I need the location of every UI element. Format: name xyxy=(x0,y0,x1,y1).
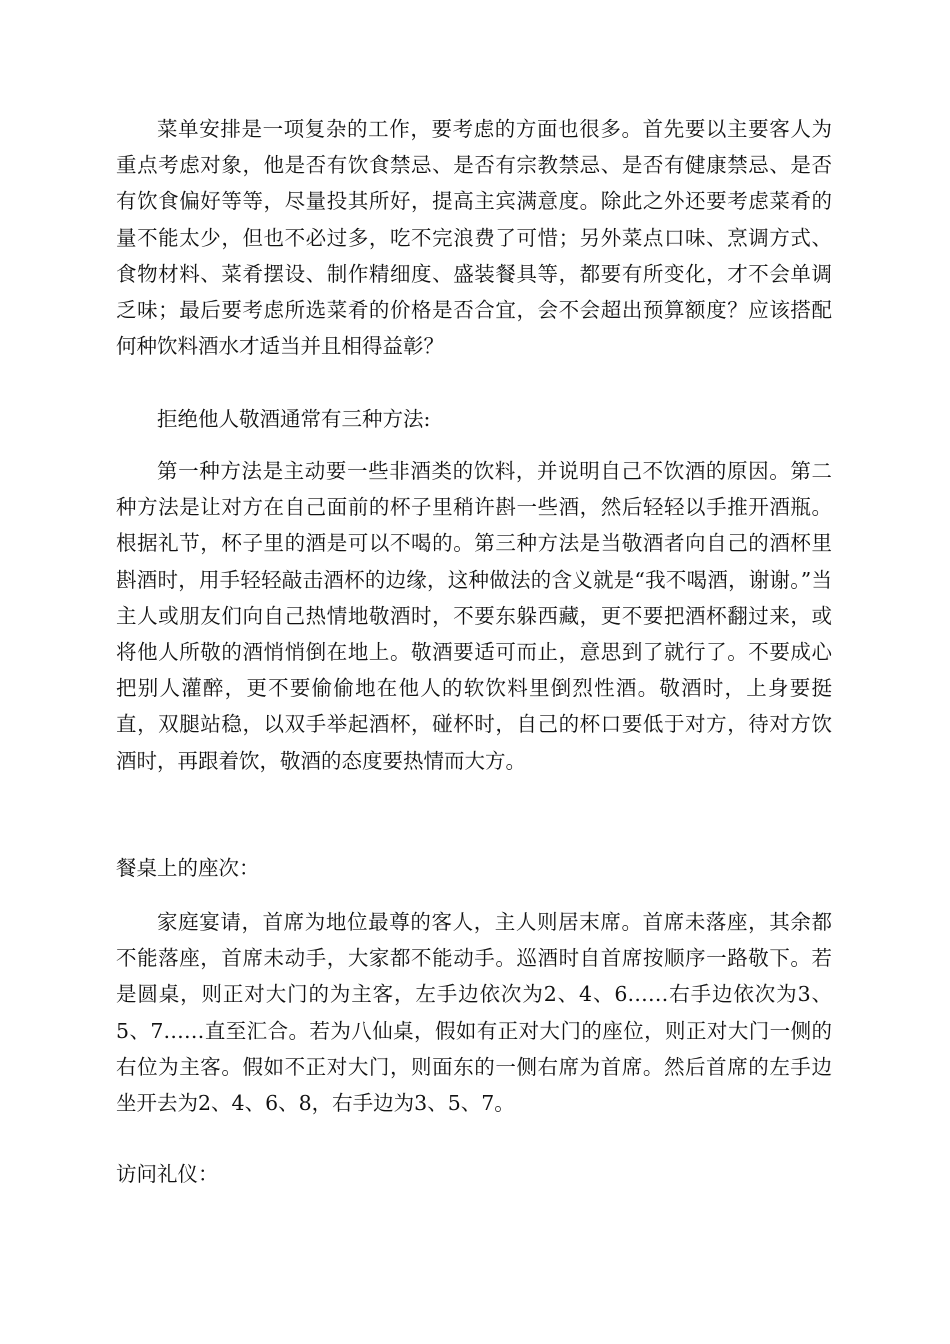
paragraph-refuse-toast-intro: 拒绝他人敬酒通常有三种方法: xyxy=(157,407,431,431)
heading-seating-order: 餐桌上的座次： xyxy=(116,856,260,880)
heading-visiting-etiquette: 访问礼仪： xyxy=(116,1162,219,1186)
paragraph-refuse-toast-methods: 第一种方法是主动要一些非酒类的饮料，并说明自己不饮酒的原因。第二种方法是让对方在自己面前的杯子里稍许斟一些酒，然后轻轻以手推开酒瓶。根据礼节，杯子里的酒是可以不喝的。第三种方法是当敬酒者向自己的酒杯里斟酒时，用手轻轻敲击酒杯的边缘，这种做法的含义就是“我不喝酒，谢谢。”当主人或朋友们向自己热情地敬酒时，不要东躲西藏，更不要把酒杯翻过来，或将他人所敬的酒悄悄倒在地上。敬酒要适可而止，意思到了就行了。不要成心把别人灌醉，更不要偷偷地在他人的软饮料里倒烈性酒。敬酒时，上身要挺直，双腿站稳，以双手举起酒杯，碰杯时，自己的杯口要低于对方，待对方饮酒时，再跟着饮，敬酒的态度要热情而大方。 xyxy=(116,459,832,773)
paragraph-menu-arrangement: 菜单安排是一项复杂的工作，要考虑的方面也很多。首先要以主要客人为重点考虑对象，他是否有饮食禁忌、是否有宗教禁忌、是否有健康禁忌、是否有饮食偏好等等，尽量投其所好，提高主宾满意度。除此之外还要考虑菜肴的量不能太少，但也不必过多，吃不完浪费了可惜；另外菜点口味、烹调方式、食物材料、菜肴摆设、制作精细度、盛装餐具等，都要有所变化，才不会单调乏味；最后要考虑所选菜肴的价格是否合宜，会不会超出预算额度？应该搭配何种饮料酒水才适当并且相得益彰？ xyxy=(116,117,832,359)
paragraph-seating-order: 家庭宴请，首席为地位最尊的客人，主人则居末席。首席未落座，其余都不能落座，首席未动手，大家都不能动手。巡酒时自首席按顺序一路敬下。若是圆桌，则正对大门的为主客，左手边依次为2、4、6……右手边依次为3、5、7……直至汇合。若为八仙桌，假如有正对大门的座位，则正对大门一侧的右位为主客。假如不正对大门，则面东的一侧右席为首席。然后首席的左手边坐开去为2、4、6、8，右手边为3、5、7。 xyxy=(116,910,832,1116)
